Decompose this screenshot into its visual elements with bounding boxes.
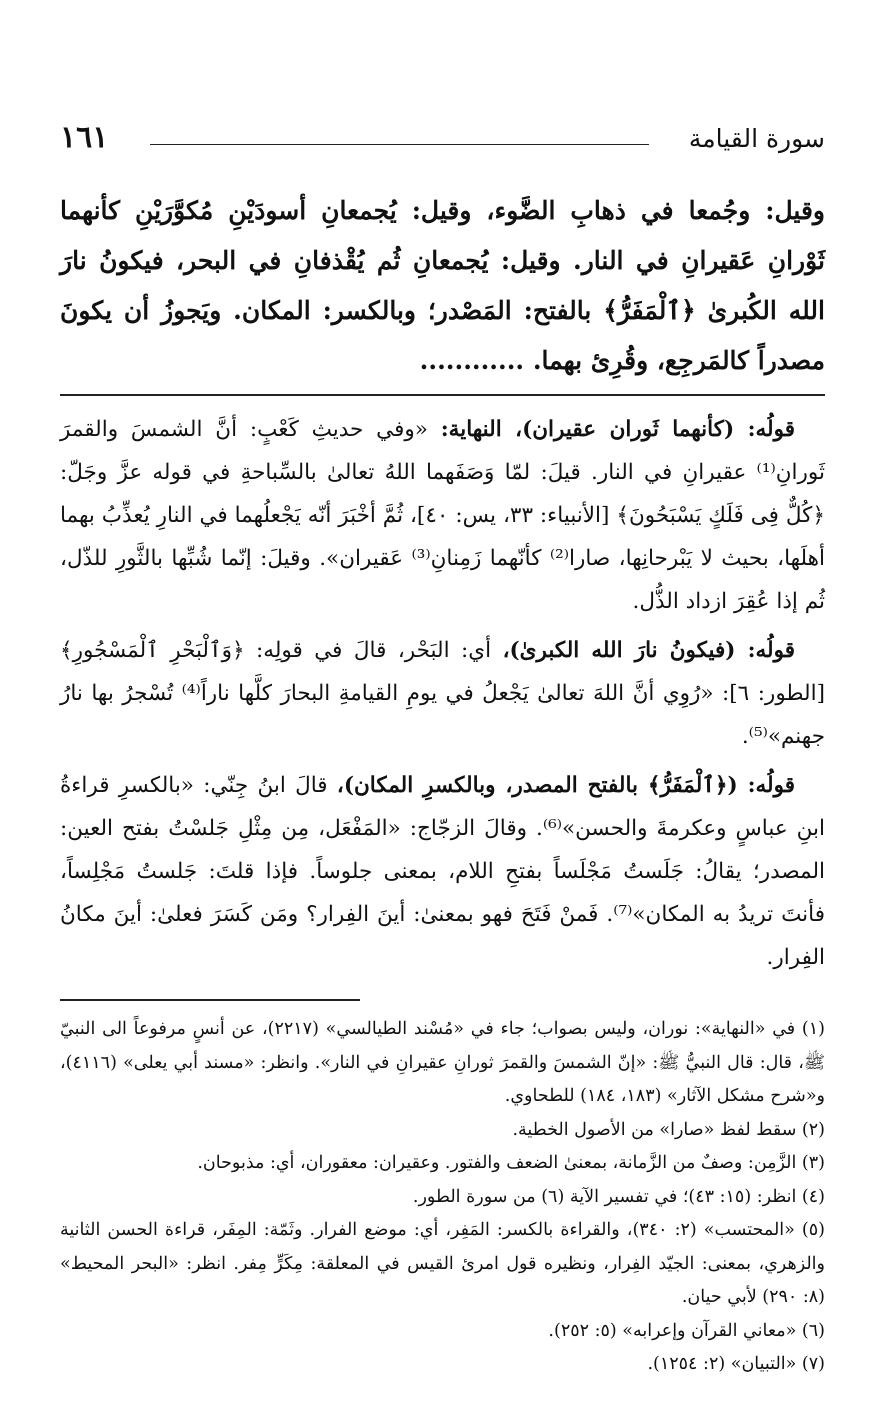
footnote: (٥) «المحتسب» (٢: ٣٤٠)، والقراءة بالكسر: المَفِر، أي: موضع الفرار. وثَمّة: المِفَر، قراءة الحسن الثانية والزهري، بمعنى: الجيّد الفِرار، ونظيره قول امرئ القيس في المعلقة: مِكَرٍّ مِفر. انظر: «البحر المحيط» (٨: ٢٩٠) لأبي حيان. — [60, 1220, 825, 1307]
footnote: (٧) «التبيان» (٢: ١٢٥٤). — [647, 1354, 825, 1374]
footnote-separator — [60, 999, 360, 1001]
header-rule — [150, 144, 649, 145]
footnotes — [60, 1013, 825, 1382]
book-page — [60, 110, 825, 1382]
commentary-paragraph — [60, 764, 825, 979]
commentary-paragraph — [60, 629, 825, 758]
commentary — [60, 408, 825, 979]
footnote: (٢) سقط لفظ «صارا» من الأصول الخطية. — [512, 1119, 825, 1140]
footnote: (٣) الزَّمِن: وصفٌ من الزَّمانة، بمعنىٰ الضعف والفتور. وعقيران: معقوران، أي: مذبوحان. — [197, 1153, 825, 1173]
commentary-text: قالَ ابنُ جِنّي: «بالكسرِ قراءةُ ابنِ عباسٍ وعكرمةَ والحسن»⁽⁶⁾. وقالَ الزجّاج: «المَفْعَل، مِن مِثْلِ جَلسْتُ بفتح العين: المصدر؛ يقالُ: جَلَستُ مَجْلَساً بفتحِ اللام، بمعنى جلوساً. فإذا قلتَ: جَلستُ مَجْلِساً، فأنتَ تريدُ به المكان»⁽⁷⁾. فَمنْ فَتَحَ فهو بمعنىٰ: أينَ الفِرار؟ ومَن كَسَرَ فعلىٰ: أينَ مكانُ الفِرار. — [60, 773, 825, 970]
footnote: (٦) «معاني القرآن وإعرابه» (٥: ٢٥٢). — [548, 1320, 825, 1341]
page-header — [60, 110, 825, 166]
page-number: ١٦١ — [60, 120, 109, 155]
commentary-label: قولُه: (كأنهما ثَوران عقيران)، النهاية: — [440, 417, 795, 442]
commentary-paragraph — [60, 408, 825, 623]
commentary-text: أي: البَحْر، قالَ في قولِه: ﴿وَٱلْبَحْرِ ٱلْمَسْجُورِ﴾ [الطور: ٦]: «رُوِي أنَّ اللهَ تعالىٰ يَجْعلُ في يومِ القيامةِ البحارَ كلَّها ناراً⁽⁴⁾ تُسْجرُ بها نارُ جهنم»⁽⁵⁾. — [60, 638, 825, 749]
main-text: وقيل: وجُمعا في ذهابِ الضَّوء، وقيل: يُجمعانِ أسودَيْنِ مُكوَّرَيْنِ كأنهما ثَوْرانِ عَقيرانِ في النار. وقيل: يُجمعانِ ثُم يُقْذفانِ في البحر، فيكونُ نارَ الله الكُبرىٰ ﴿ٱلْمَفَرُّ﴾ بالفتح: المَصْدر؛ وبالكسر: المكان. ويَجوزُ أن يكونَ مصدراً كالمَرجِع، وقُرِئ بهما. ............ — [60, 196, 825, 375]
text-separator — [60, 394, 825, 396]
running-title: سورة القيامة — [688, 124, 825, 153]
commentary-label: قولُه: (﴿ٱلْمَفَرُّ﴾ بالفتح المصدر، وبالكسرِ المكان)، — [336, 773, 795, 798]
footnote: (٤) انظر: (١٥: ٤٣)؛ في تفسير الآية (٦) من سورة الطور. — [412, 1186, 825, 1207]
footnote: (١) في «النهاية»: نوران، وليس بصواب؛ جاء في «مُسْند الطيالسي» (٢٢١٧)، عن أنسٍ مرفوعاً الى النبيّ ﷺ، قال: قال النبيُّ ﷺ: «إنّ الشمسَ والقمرَ ثورانِ عقيرانِ في النار». وانظر: «مسند أبي يعلى» (٤١١٦)، و«شرح مشكل الآثار» (١٨٣، ١٨٤) للطحاوي. — [60, 1019, 825, 1106]
commentary-label: قولُه: (فيكونُ نارَ الله الكبرىٰ)، — [502, 638, 795, 663]
commentary-text: «وفي حديثِ كَعْبٍ: أنَّ الشمسَ والقمرَ ثَورانِ⁽¹⁾ عقيرانِ في النار. قيلَ: لمّا وَصَفَهما اللهُ تعالىٰ بالسِّباحةِ في قوله عزَّ وجَلّ: ﴿كُلٌّ فِى فَلَكٍ يَسْبَحُونَ﴾ [الأنبياء: ٣٣، يس: ٤٠]، ثُمَّ أخْبَرَ أنّه يَجْعلُهما في النارِ يُعذِّبُ بهما أهلَها، بحيث لا يَبْرحانِها، صارا⁽²⁾ كأنّهما زَمِنانِ⁽³⁾ عَقيران». وقيلَ: إنّما شُبِّها بالثَّورِ للذّل، ثُم إذا عُقِرَ ازداد الذُّل. — [60, 417, 825, 614]
